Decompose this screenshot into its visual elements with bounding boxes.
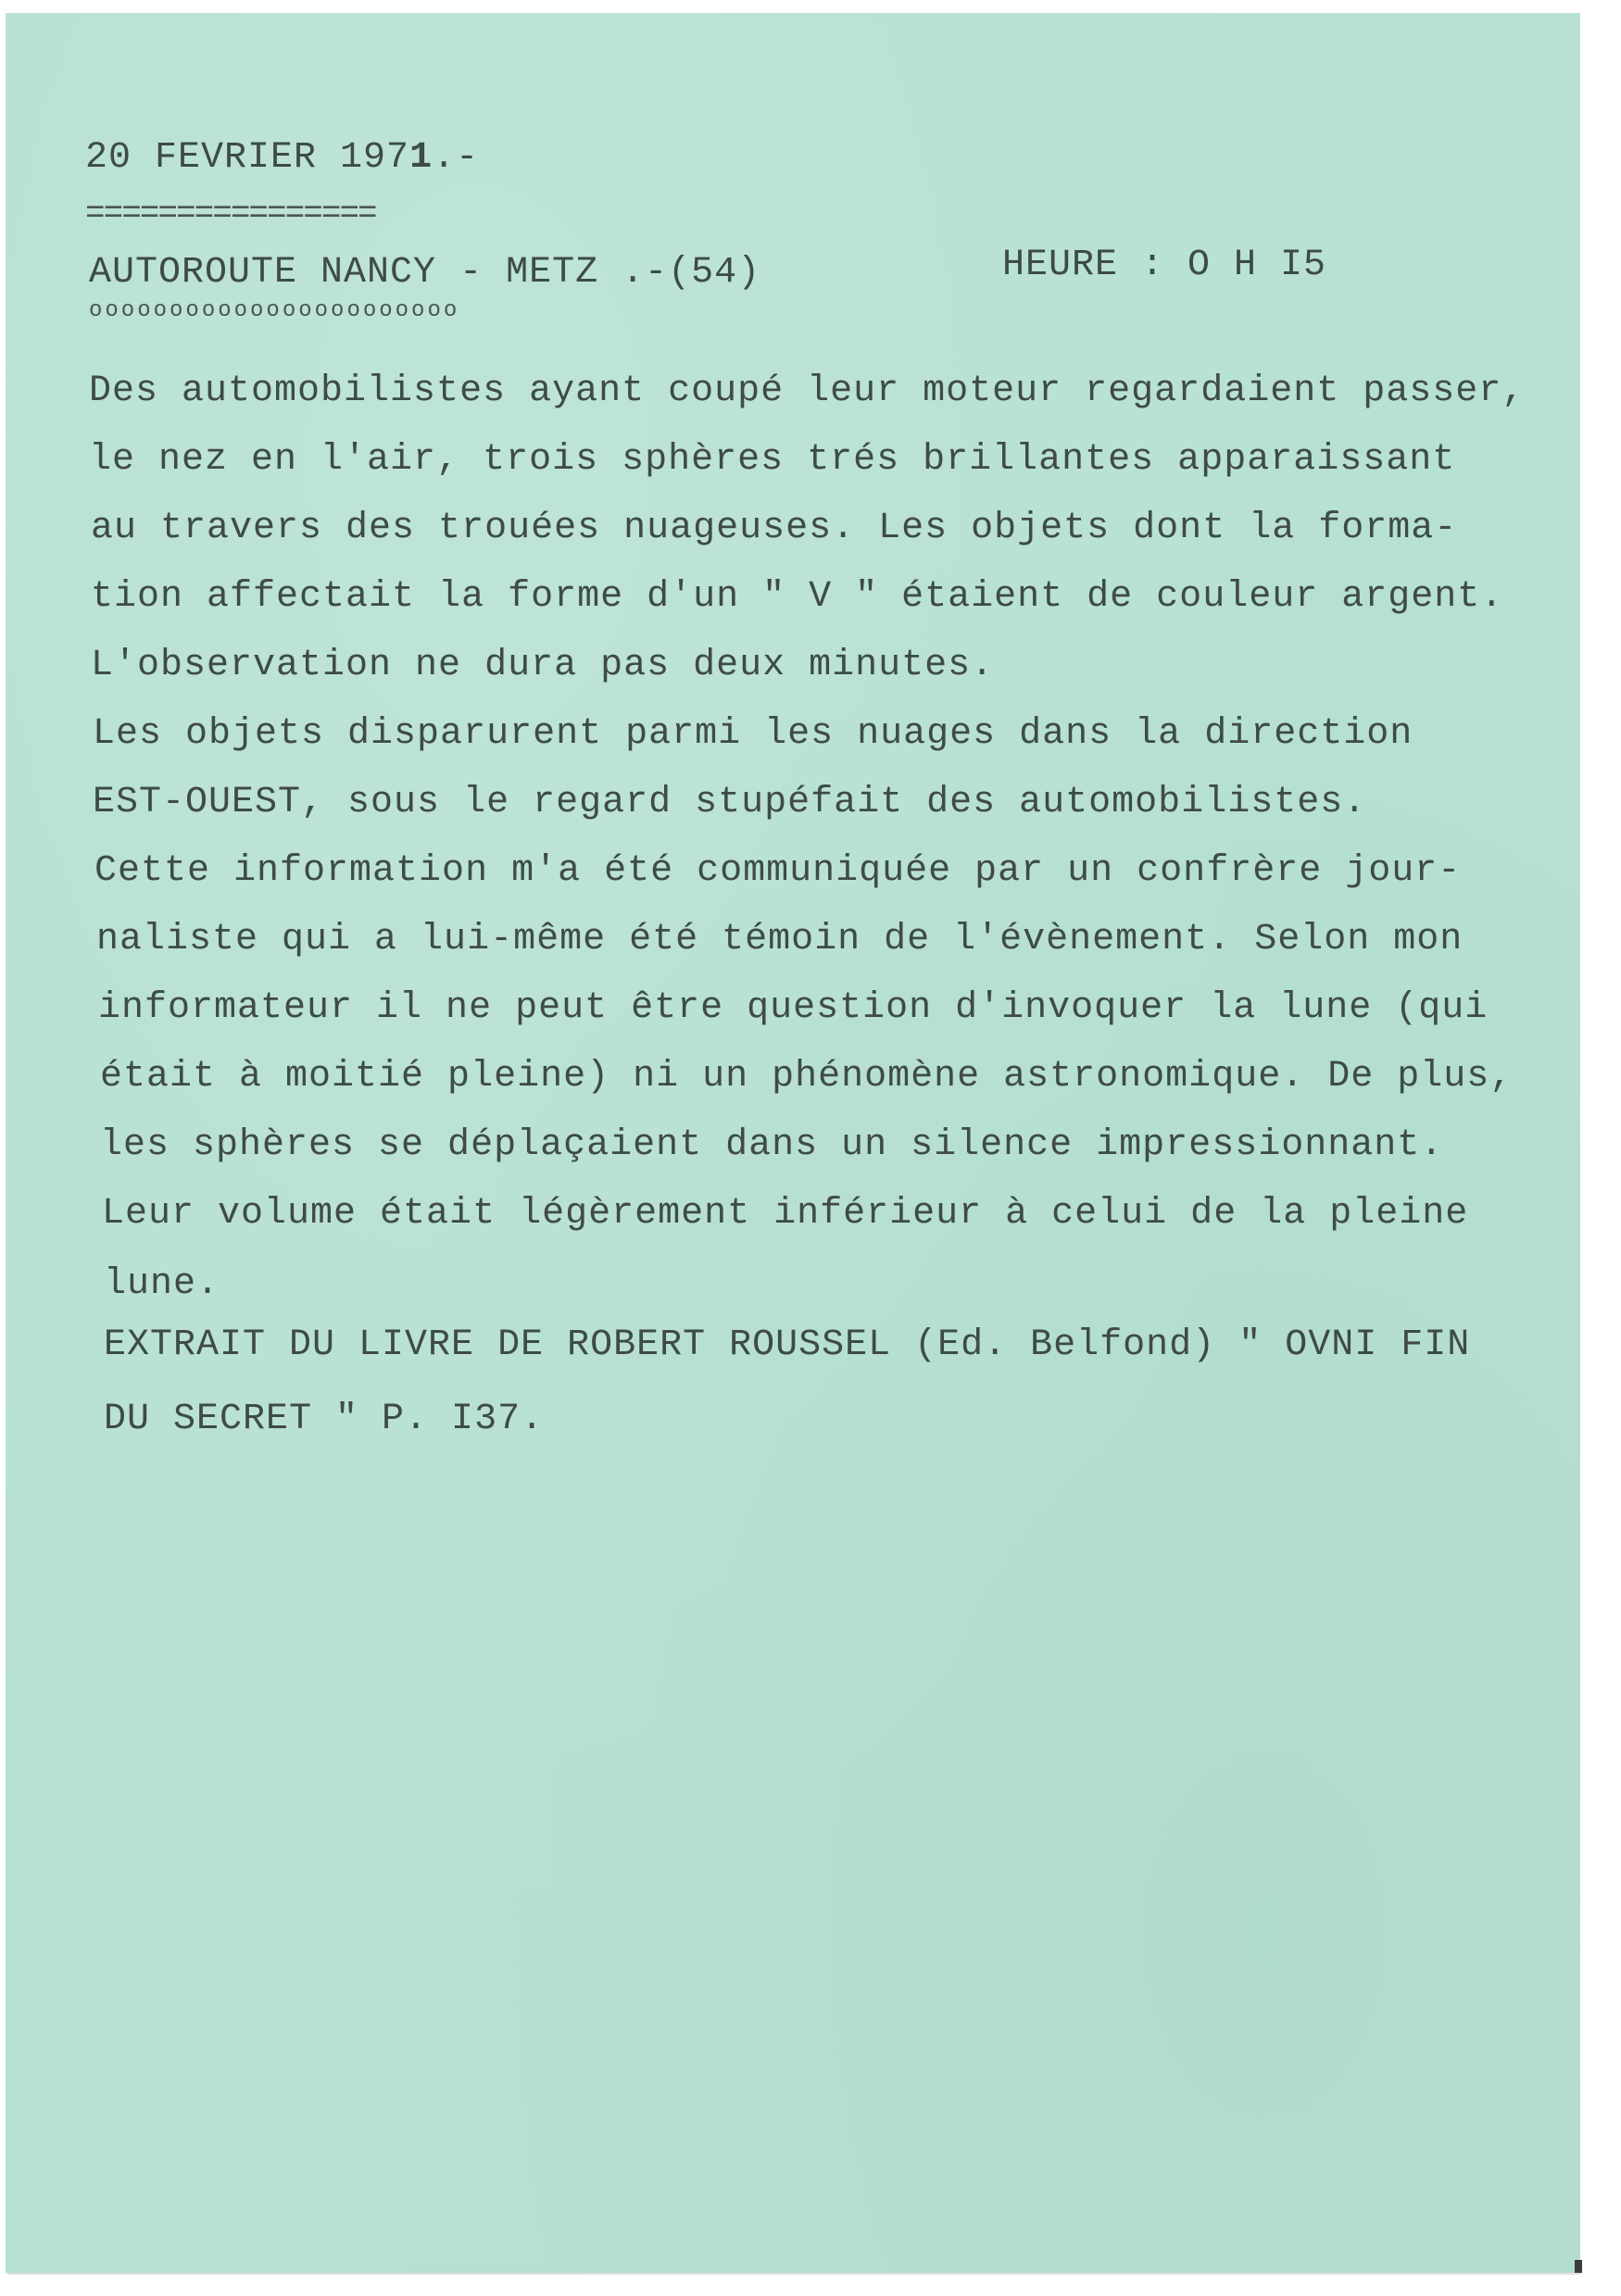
date-underline: ================ — [85, 194, 376, 232]
body-line: Des automobilistes ayant coupé leur moteur regardaient passer, — [89, 370, 1526, 412]
body-line: tion affectait la forme d'un " V " étaient de couleur argent. — [91, 576, 1504, 618]
date-overtyped-digit: 1 — [409, 137, 434, 179]
date-suffix: .- — [433, 137, 480, 179]
body-line: L'observation ne dura pas deux minutes. — [91, 645, 995, 686]
body-line: EST-OUEST, sous le regard stupéfait des automobilistes. — [93, 782, 1367, 823]
location-heading: AUTOROUTE NANCY - METZ .-(54) — [89, 252, 761, 294]
body-line: Leur volume était légèrement inférieur à celui de la pleine — [102, 1193, 1469, 1235]
corner-mark — [1575, 2260, 1582, 2273]
time-heading: HEURE : O H I5 — [1002, 245, 1327, 286]
body-line: Les objets disparurent parmi les nuages dans la direction — [93, 713, 1414, 755]
body-line: au travers des trouées nuageuses. Les objets dont la forma- — [91, 508, 1458, 549]
body-line: informateur il ne peut être question d'invoquer la lune (qui — [98, 987, 1489, 1029]
location-underline: ooooooooooooooooooooooo — [89, 298, 460, 323]
body-line: lune. — [104, 1263, 220, 1305]
source-citation-line: EXTRAIT DU LIVRE DE ROBERT ROUSSEL (Ed. Belfond) " OVNI FIN — [104, 1324, 1471, 1366]
body-line: naliste qui a lui-même été témoin de l'évènement. Selon mon — [96, 919, 1464, 960]
page-margin — [1580, 0, 1621, 2296]
body-line: les sphères se déplaçaient dans un silence impressionnant. — [100, 1124, 1444, 1166]
report-date — [85, 137, 479, 179]
body-line: était à moitié pleine) ni un phénomène astronomique. De plus, — [100, 1056, 1514, 1098]
body-line: le nez en l'air, trois sphères trés brillantes apparaissant — [89, 439, 1456, 481]
date-text: 20 FEVRIER 197 — [85, 137, 410, 179]
source-citation-line: DU SECRET " P. I37. — [104, 1399, 545, 1440]
body-line: Cette information m'a été communiquée par un confrère jour- — [94, 850, 1462, 892]
